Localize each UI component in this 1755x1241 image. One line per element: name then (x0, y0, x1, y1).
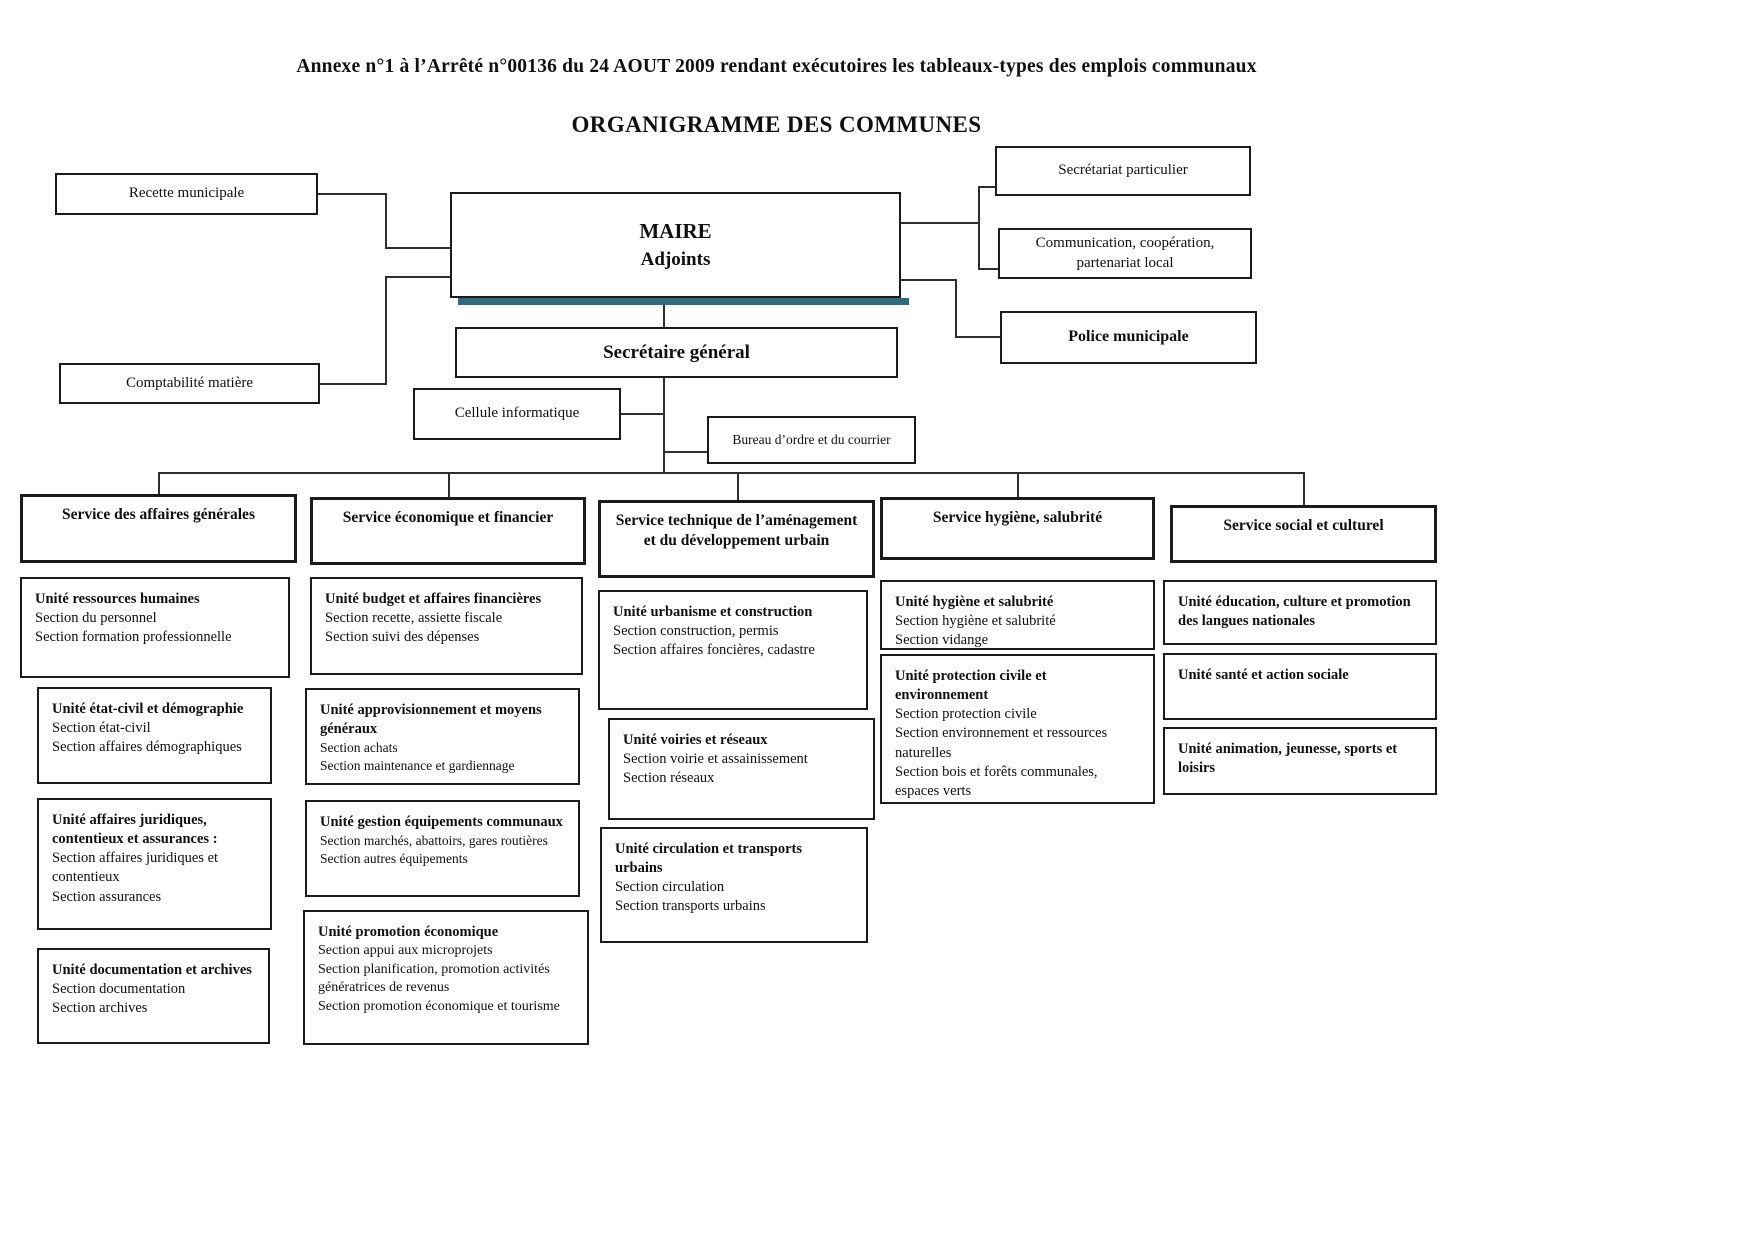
unite-budget-affaires-financieres-section-1: Section suivi des dépenses (325, 629, 480, 646)
service-economique-financier-label: Service économique et financier (342, 509, 554, 526)
connector-segment-11 (955, 279, 957, 338)
unite-etat-civil-demographie-section-1: Section affaires démographiques (52, 739, 242, 756)
service-technique-amenagement-label: Service technique de l’aménagement et du développement urbain (615, 512, 858, 550)
unite-gestion-equipements-title: Unité gestion équipements communaux (320, 814, 563, 830)
unite-voiries-reseaux (608, 718, 875, 820)
recette-municipale-label: Recette municipale (128, 185, 245, 202)
unite-etat-civil-demographie (37, 687, 272, 784)
service-affaires-generales-label: Service des affaires générales (62, 506, 255, 523)
unite-circulation-transports-section-1: Section transports urbains (615, 898, 766, 915)
connector-segment-10 (901, 279, 955, 281)
unite-ressources-humaines-title: Unité ressources humaines (35, 591, 200, 607)
connector-segment-1 (385, 193, 387, 249)
unite-affaires-juridiques (37, 798, 272, 930)
unite-documentation-archives-section-1: Section archives (52, 1000, 148, 1017)
connector-segment-2 (385, 247, 450, 249)
bureau-ordre-courrier-label: Bureau d’ordre et du courrier (732, 432, 891, 448)
connector-segment-21 (1017, 472, 1019, 497)
unite-protection-civile-section-0: Section protection civile (895, 706, 1037, 723)
unite-etat-civil-demographie-title: Unité état-civil et démographie (52, 701, 244, 717)
unite-urbanisme-construction-section-0: Section construction, permis (613, 623, 779, 640)
unite-urbanisme-construction-section-1: Section affaires foncières, cadastre (613, 642, 815, 659)
unite-affaires-juridiques-section-1: Section assurances (52, 888, 162, 905)
police-municipale-label: Police municipale (1068, 328, 1189, 346)
service-hygiene-salubrite-label: Service hygiène, salubrité (932, 509, 1103, 526)
unite-sante-action-sociale (1163, 653, 1437, 720)
unite-etat-civil-demographie-section-0: Section état-civil (52, 720, 151, 737)
unite-promotion-economique-title: Unité promotion économique (318, 924, 499, 940)
unite-urbanisme-construction (598, 590, 868, 710)
comptabilite-matiere (59, 363, 320, 404)
connector-segment-8 (978, 186, 995, 188)
unite-urbanisme-construction-title: Unité urbanisme et construction (613, 604, 813, 620)
unite-protection-civile-section-1: Section environnement et ressources naturelles (895, 725, 1108, 761)
diagram-title: ORGANIGRAMME DES COMMUNES (571, 112, 982, 137)
service-affaires-generales (20, 494, 297, 563)
connector-segment-7 (978, 186, 980, 270)
unite-budget-affaires-financieres (310, 577, 583, 675)
secretaire-general (455, 327, 898, 378)
connector-segment-5 (385, 276, 450, 278)
unite-voiries-reseaux-section-1: Section réseaux (623, 770, 715, 787)
connector-segment-16 (663, 451, 707, 453)
unite-circulation-transports (600, 827, 868, 943)
unite-protection-civile-title: Unité protection civile et environnement (895, 668, 1047, 704)
maire (450, 192, 901, 298)
secretariat-particulier-label: Secrétariat particulier (1058, 162, 1188, 179)
unite-documentation-archives (37, 948, 270, 1044)
connector-segment-9 (978, 268, 998, 270)
unite-documentation-archives-section-0: Section documentation (52, 981, 186, 998)
connector-segment-3 (320, 383, 385, 385)
unite-protection-civile-section-2: Section bois et forêts communales, espaces verts (895, 763, 1098, 799)
bureau-ordre-courrier (707, 416, 916, 464)
unite-voiries-reseaux-section-0: Section voirie et assainissement (623, 751, 808, 768)
unite-approvisionnement-section-0: Section achats (320, 740, 398, 756)
unite-budget-affaires-financieres-section-0: Section recette, assiette fiscale (325, 610, 503, 627)
unite-approvisionnement-title: Unité approvisionnement et moyens généraux (320, 702, 542, 738)
annexe-title: Annexe n°1 à l’Arrêté n°00136 du 24 AOUT 2009 rendant exécutoires les tableaux-types des emplois communaux (296, 56, 1257, 77)
connector-segment-6 (901, 222, 978, 224)
connector-segment-19 (448, 472, 450, 497)
service-economique-financier (310, 497, 586, 565)
unite-animation-jeunesse-title: Unité animation, jeunesse, sports et loisirs (1178, 741, 1398, 777)
maire-title: MAIRE (639, 218, 712, 243)
unite-ressources-humaines-section-1: Section formation professionnelle (35, 629, 232, 646)
cellule-informatique (413, 388, 621, 440)
unite-hygiene-salubrite-title: Unité hygiène et salubrité (895, 594, 1054, 610)
unite-circulation-transports-section-0: Section circulation (615, 879, 725, 896)
communication-cooperation (998, 228, 1252, 279)
unite-education-culture-title: Unité éducation, culture et promotion des langues nationales (1178, 594, 1411, 630)
unite-promotion-economique (303, 910, 589, 1045)
connector-segment-15 (621, 413, 663, 415)
connector-segment-14 (663, 378, 665, 474)
cellule-informatique-label: Cellule informatique (454, 405, 580, 422)
unite-circulation-transports-title: Unité circulation et transports urbains (615, 841, 802, 877)
unite-hygiene-salubrite-section-1: Section vidange (895, 632, 989, 649)
unite-affaires-juridiques-title: Unité affaires juridiques, contentieux et assurances : (52, 812, 218, 848)
police-municipale (1000, 311, 1257, 364)
unite-promotion-economique-section-2: Section promotion économique et tourisme (318, 998, 560, 1014)
unite-ressources-humaines (20, 577, 290, 678)
connector-segment-20 (737, 472, 739, 500)
unite-voiries-reseaux-title: Unité voiries et réseaux (623, 732, 768, 748)
unite-hygiene-salubrite-section-0: Section hygiène et salubrité (895, 613, 1056, 630)
recette-municipale (55, 173, 318, 215)
unite-hygiene-salubrite (880, 580, 1155, 650)
unite-gestion-equipements (305, 800, 580, 897)
service-technique-amenagement (598, 500, 875, 578)
communication-cooperation-label: Communication, coopération, partenariat local (1035, 235, 1215, 271)
maire-subtitle: Adjoints (640, 248, 711, 270)
unite-gestion-equipements-section-0: Section marchés, abattoirs, gares routières (320, 833, 548, 849)
secretaire-general-label: Secrétaire général (603, 341, 750, 363)
unite-approvisionnement (305, 688, 580, 785)
service-social-culturel-label: Service social et culturel (1223, 517, 1384, 534)
unite-protection-civile (880, 654, 1155, 804)
unite-budget-affaires-financieres-title: Unité budget et affaires financières (325, 591, 542, 607)
service-social-culturel (1170, 505, 1437, 563)
connector-segment-22 (1303, 472, 1305, 505)
unite-promotion-economique-section-1: Section planification, promotion activités génératrices de revenus (318, 961, 550, 996)
service-hygiene-salubrite (880, 497, 1155, 560)
unite-documentation-archives-title: Unité documentation et archives (52, 962, 252, 978)
unite-promotion-economique-section-0: Section appui aux microprojets (318, 943, 493, 959)
connector-segment-18 (158, 472, 160, 494)
comptabilite-matiere-label: Comptabilité matière (125, 374, 254, 391)
connector-segment-12 (955, 336, 1000, 338)
connector-segment-0 (318, 193, 385, 195)
unite-ressources-humaines-section-0: Section du personnel (35, 610, 157, 627)
unite-education-culture (1163, 580, 1437, 645)
connector-segment-4 (385, 276, 387, 385)
unite-sante-action-sociale-title: Unité santé et action sociale (1178, 667, 1349, 683)
unite-affaires-juridiques-section-0: Section affaires juridiques et contentieux (52, 850, 219, 886)
secretariat-particulier (995, 146, 1251, 196)
unite-approvisionnement-section-1: Section maintenance et gardiennage (320, 758, 515, 774)
maire-box-shadow (458, 298, 909, 305)
unite-gestion-equipements-section-1: Section autres équipements (320, 850, 468, 866)
connector-segment-17 (158, 472, 1305, 474)
unite-animation-jeunesse (1163, 727, 1437, 795)
